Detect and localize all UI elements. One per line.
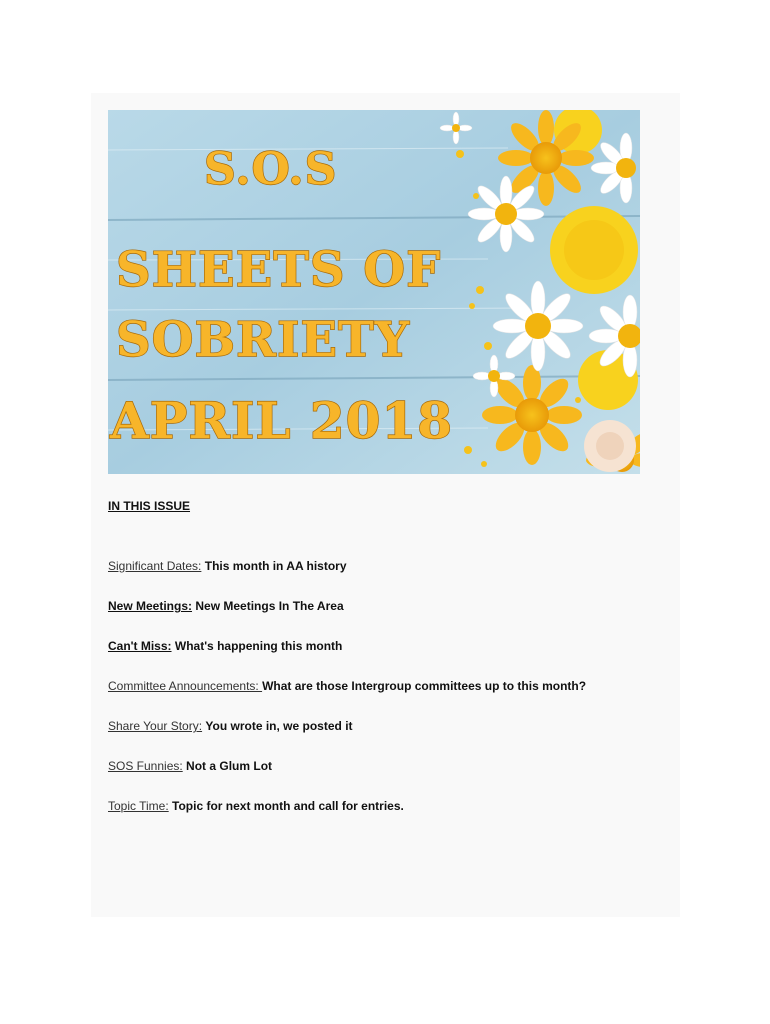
banner-title-sobriety: SOBRIETY — [116, 312, 410, 368]
table-of-contents — [108, 498, 668, 813]
toc-desc: This month in AA history — [204, 559, 347, 573]
toc-desc: New Meetings In The Area — [195, 599, 344, 613]
toc-heading: IN THIS ISSUE — [108, 499, 191, 513]
newsletter-banner-image — [108, 110, 640, 474]
banner-title-sheets-of: SHEETS OF — [116, 242, 442, 298]
toc-link-topic-time[interactable]: Topic Time: — [108, 799, 169, 813]
toc-desc: What's happening this month — [174, 639, 343, 653]
peach-flower-icon — [584, 420, 636, 472]
toc-item-committee-announcements — [108, 678, 586, 694]
toc-desc: You wrote in, we posted it — [205, 719, 353, 733]
daisy-icon — [468, 176, 544, 252]
toc-desc: Not a Glum Lot — [186, 759, 273, 773]
toc-item-topic-time — [108, 798, 404, 814]
daisy-icon — [493, 281, 583, 371]
toc-link-sos-funnies[interactable]: SOS Funnies: — [108, 759, 183, 773]
yellow-flower-icon — [550, 206, 638, 294]
toc-link-cant-miss[interactable]: Can't Miss: — [108, 639, 172, 653]
toc-desc: Topic for next month and call for entries. — [172, 799, 404, 813]
toc-item-share-your-story — [108, 718, 353, 734]
toc-link-share-your-story[interactable]: Share Your Story: — [108, 719, 203, 733]
banner-title-sos: S.O.S — [204, 144, 338, 195]
toc-link-new-meetings[interactable]: New Meetings: — [108, 599, 193, 613]
sunflower-icon — [498, 110, 594, 206]
banner-title-april-2018: APRIL 2018 — [110, 391, 454, 450]
toc-item-significant-dates — [108, 558, 347, 574]
toc-item-new-meetings — [108, 598, 344, 614]
toc-link-significant-dates[interactable]: Significant Dates: — [108, 559, 202, 573]
toc-desc: What are those Intergroup committees up to this month? — [262, 679, 587, 693]
toc-item-cant-miss — [108, 638, 342, 654]
toc-link-committee-announcements[interactable]: Committee Announcements: — [108, 679, 263, 693]
toc-item-sos-funnies — [108, 758, 272, 774]
